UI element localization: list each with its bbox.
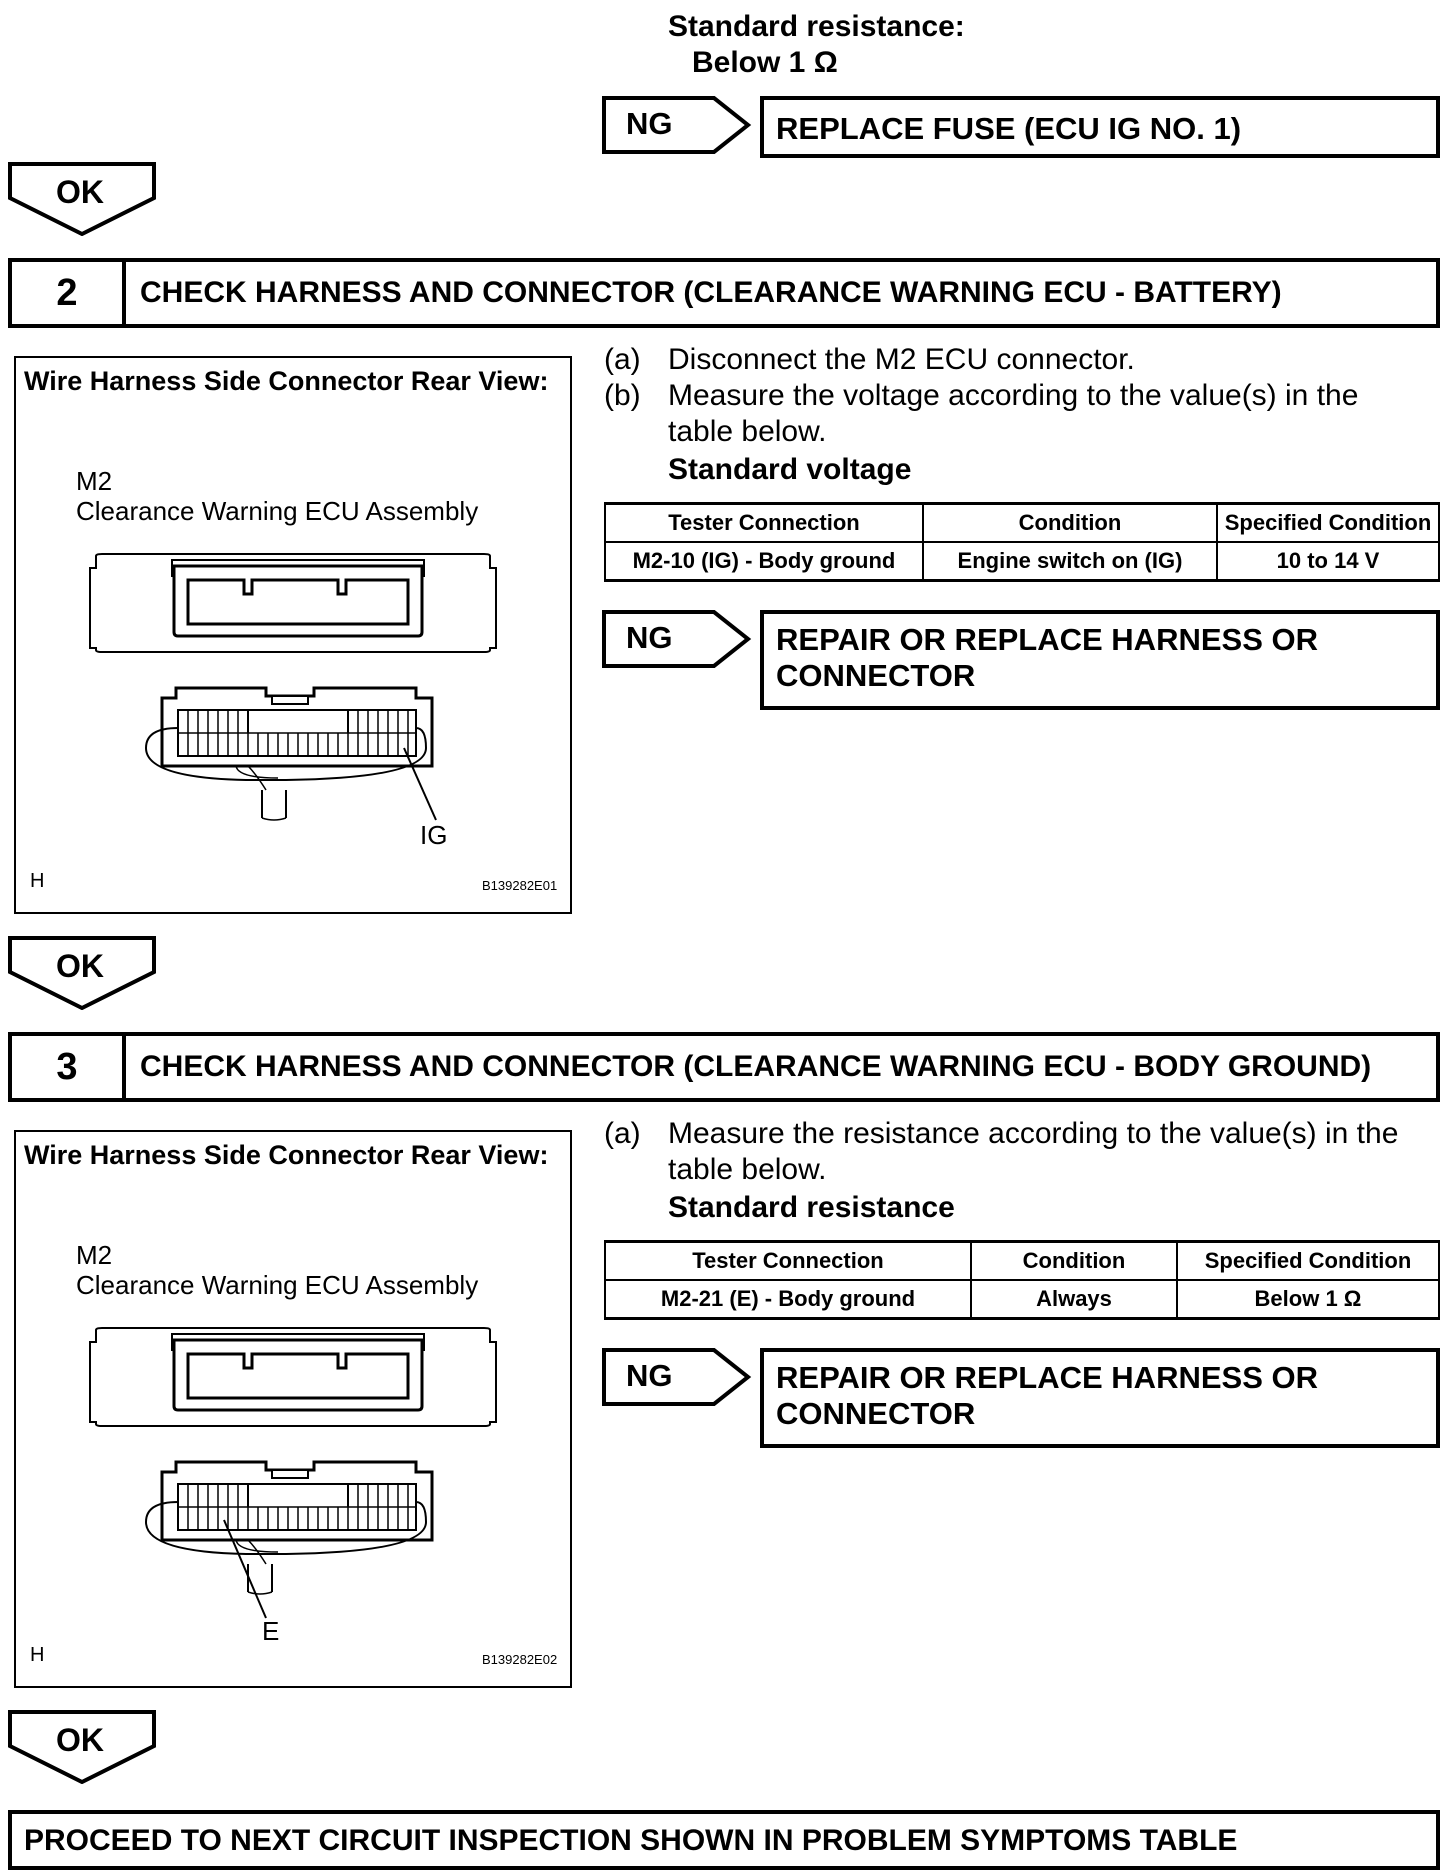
figure-3-corner-label: H [30,1644,45,1666]
figure-2-connector-name: Clearance Warning ECU Assembly [76,496,479,526]
ng-label-1: NG [626,106,673,141]
table-cell: M2-10 (IG) - Body ground [605,542,923,581]
figure-2-connector-code: M2 [76,466,113,496]
ok-label-2: OK [56,948,104,984]
table-cell: M2-21 (E) - Body ground [605,1280,971,1319]
figure-2-terminal-ig: IG [420,820,448,850]
ok-label-1: OK [56,174,104,210]
ng-result-2-line1: REPAIR OR REPLACE HARNESS OR [776,622,1318,657]
step-3-spec-table [604,1240,1440,1320]
step-3-instr-a-line1: Measure the resistance according to the value(s) in the [668,1117,1399,1150]
figure-2-title: Wire Harness Side Connector Rear View: [24,366,549,396]
step-3-instr-a-marker: (a) [604,1117,641,1150]
step-2-header [8,258,1440,328]
ng-result-1: REPLACE FUSE (ECU IG NO. 1) [760,96,1440,158]
figure-3 [14,1130,572,1688]
step-2-title: CHECK HARNESS AND CONNECTOR (CLEARANCE WARNING ECU - BATTERY) [140,276,1282,309]
ng-result-3-line1: REPAIR OR REPLACE HARNESS OR [776,1360,1318,1395]
step-2-instr-b-line2: table below. [668,415,827,448]
step-3-header [8,1032,1440,1102]
ng-arrow-2 [602,610,752,668]
ng-result-3 [760,1348,1440,1448]
step-2-instr-a: Disconnect the M2 ECU connector. [668,343,1135,376]
figure-2 [14,356,572,914]
table-cell: Always [971,1280,1177,1319]
step-3-number: 3 [12,1036,126,1098]
standard-resistance-value: Below 1 Ω [692,46,838,79]
ng-result-2 [760,610,1440,710]
ng-arrow-1 [602,96,752,154]
final-instruction-text: PROCEED TO NEXT CIRCUIT INSPECTION SHOWN IN PROBLEM SYMPTOMS TABLE [24,1824,1238,1857]
ng-result-2-line2: CONNECTOR [776,658,976,693]
table-row [605,542,1439,581]
ng-label-2: NG [626,620,673,655]
table-header-cell: Tester Connection [605,504,923,543]
table-header-cell: Specified Condition [1217,504,1439,543]
step-2-instr-b-line1: Measure the voltage according to the value(s) in the [668,379,1359,412]
table-row [605,1280,1439,1319]
table-cell: Engine switch on (IG) [923,542,1217,581]
figure-3-terminal-e: E [262,1616,280,1646]
figure-2-id: B139282E01 [482,878,558,893]
step-2-instr-a-marker: (a) [604,343,641,376]
final-instruction [8,1810,1440,1870]
table-cell: Below 1 Ω [1177,1280,1439,1319]
step-3-instr-a-line2: table below. [668,1153,827,1186]
ng-result-3-line2: CONNECTOR [776,1396,976,1431]
ng-label-3: NG [626,1358,673,1393]
step-2-standard-label: Standard voltage [668,453,912,486]
figure-3-connector-name: Clearance Warning ECU Assembly [76,1270,479,1300]
standard-resistance-label: Standard resistance: [668,10,965,43]
step-2-spec-table [604,502,1440,582]
table-header-cell: Condition [971,1242,1177,1281]
table-header-row [605,504,1439,543]
table-header-cell: Tester Connection [605,1242,971,1281]
ng-arrow-3 [602,1348,752,1406]
figure-3-connector-code: M2 [76,1240,113,1270]
table-header-row [605,1242,1439,1281]
figure-3-id: B139282E02 [482,1652,558,1667]
table-cell: 10 to 14 V [1217,542,1439,581]
ok-label-3: OK [56,1722,104,1758]
table-header-cell: Specified Condition [1177,1242,1439,1281]
step-2-instr-b-marker: (b) [604,379,641,412]
step-2-number: 2 [12,262,126,324]
step-3-title: CHECK HARNESS AND CONNECTOR (CLEARANCE WARNING ECU - BODY GROUND) [140,1050,1372,1083]
figure-2-connector-drawing [16,358,570,912]
figure-3-title: Wire Harness Side Connector Rear View: [24,1140,549,1170]
figure-3-connector-drawing [16,1132,570,1686]
step-3-standard-label: Standard resistance [668,1191,955,1224]
table-header-cell: Condition [923,504,1217,543]
figure-2-corner-label: H [30,870,45,892]
